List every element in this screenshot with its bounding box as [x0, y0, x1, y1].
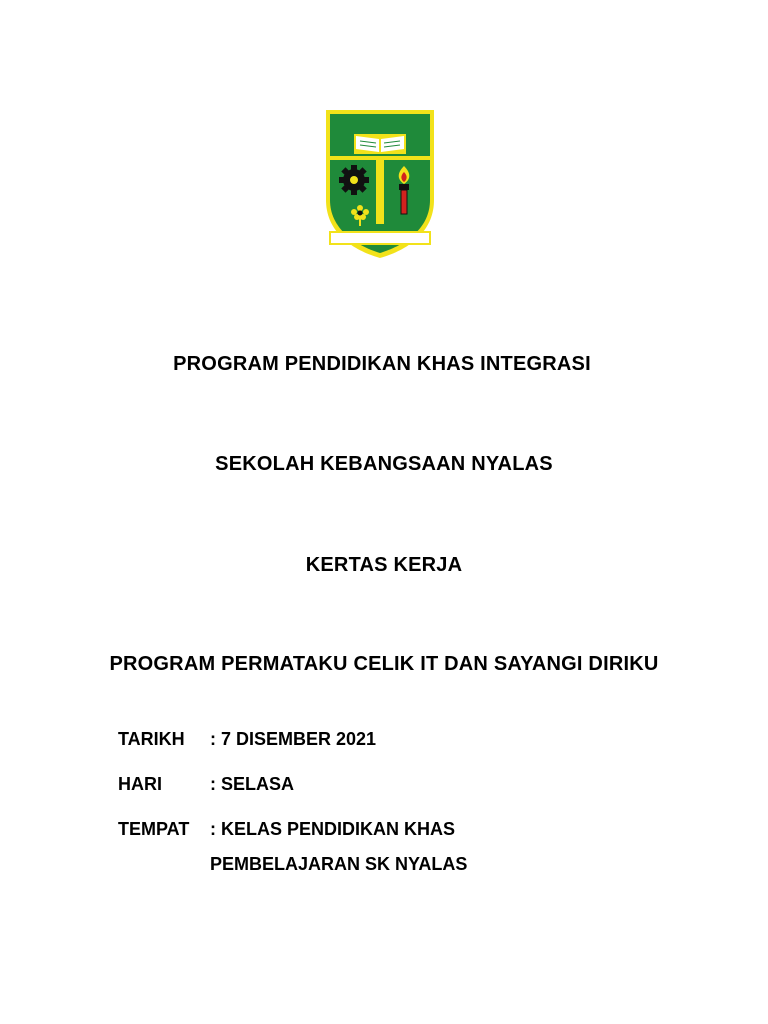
- venue-value-continued: PEMBELAJARAN SK NYALAS: [210, 854, 468, 874]
- venue-label: TEMPAT: [118, 819, 190, 839]
- school-name: SEKOLAH KEBANGSAAN NYALAS: [215, 453, 553, 475]
- venue-value: : KELAS PENDIDIKAN KHAS: [210, 819, 456, 839]
- date-label: TARIKH: [118, 729, 185, 749]
- day-label: HARI: [118, 774, 162, 794]
- school-crest-logo: [324, 108, 436, 260]
- date-value: : 7 DISEMBER 2021: [210, 729, 377, 749]
- document-type: KERTAS KERJA: [305, 554, 463, 576]
- program-title: PROGRAM PENDIDIKAN KHAS INTEGRASI: [173, 353, 591, 375]
- day-value: : SELASA: [210, 774, 295, 794]
- program-name: PROGRAM PERMATAKU CELIK IT DAN SAYANGI DIRIKU: [109, 653, 659, 675]
